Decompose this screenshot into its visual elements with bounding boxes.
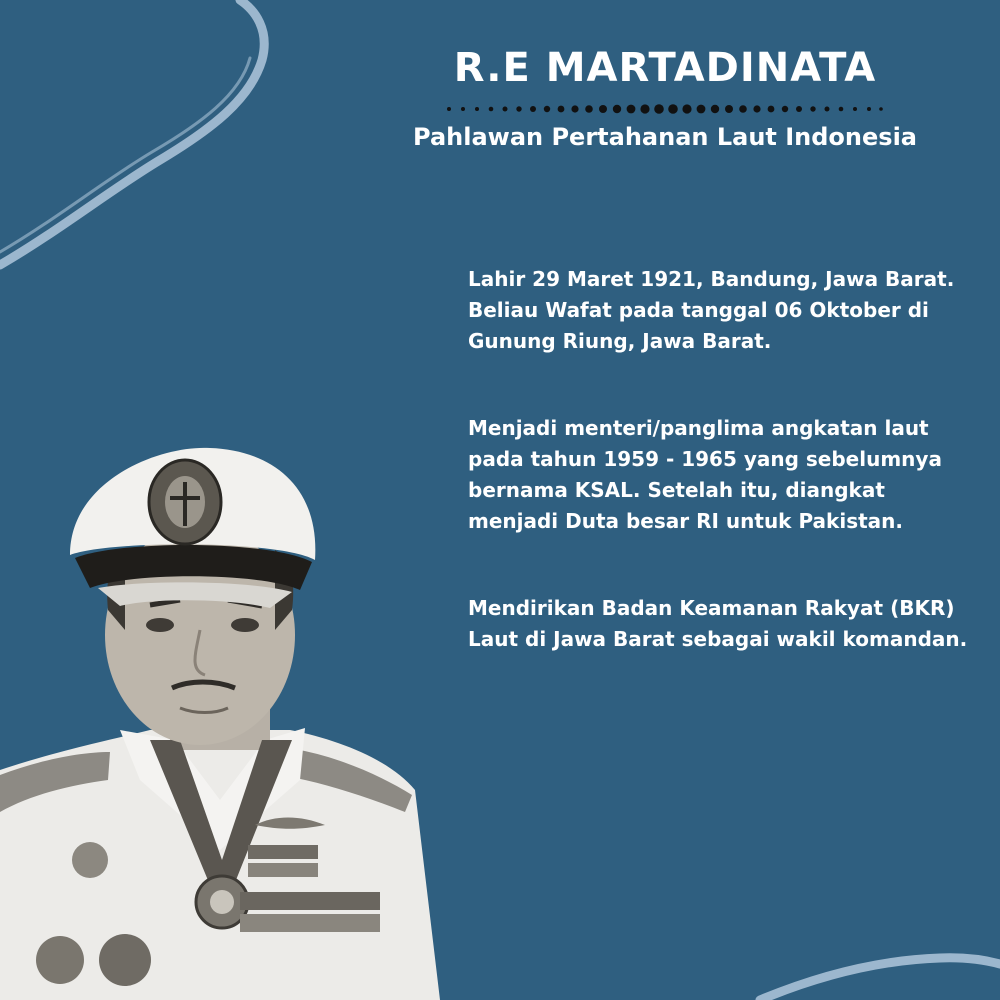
dotted-divider xyxy=(445,102,885,116)
page-subtitle: Pahlawan Pertahanan Laut Indonesia xyxy=(413,123,917,151)
portrait-image xyxy=(0,440,440,1000)
biography-text xyxy=(468,264,978,711)
paragraph-career: Menjadi menteri/panglima angkatan laut pada tahun 1959 - 1965 yang sebelumnya bernama KSAL. Setelah itu, diangkat menjadi Duta besar RI untuk Pakistan. xyxy=(468,416,942,533)
header xyxy=(390,40,940,154)
paragraph-bkr: Mendirikan Badan Keamanan Rakyat (BKR) Laut di Jawa Barat sebagai wakil komandan. xyxy=(468,596,968,651)
paragraph-birth-death: Lahir 29 Maret 1921, Bandung, Jawa Barat. Beliau Wafat pada tanggal 06 Oktober di Gunung Riung, Jawa Barat. xyxy=(468,267,955,353)
page-title: R.E MARTADINATA xyxy=(453,45,877,91)
